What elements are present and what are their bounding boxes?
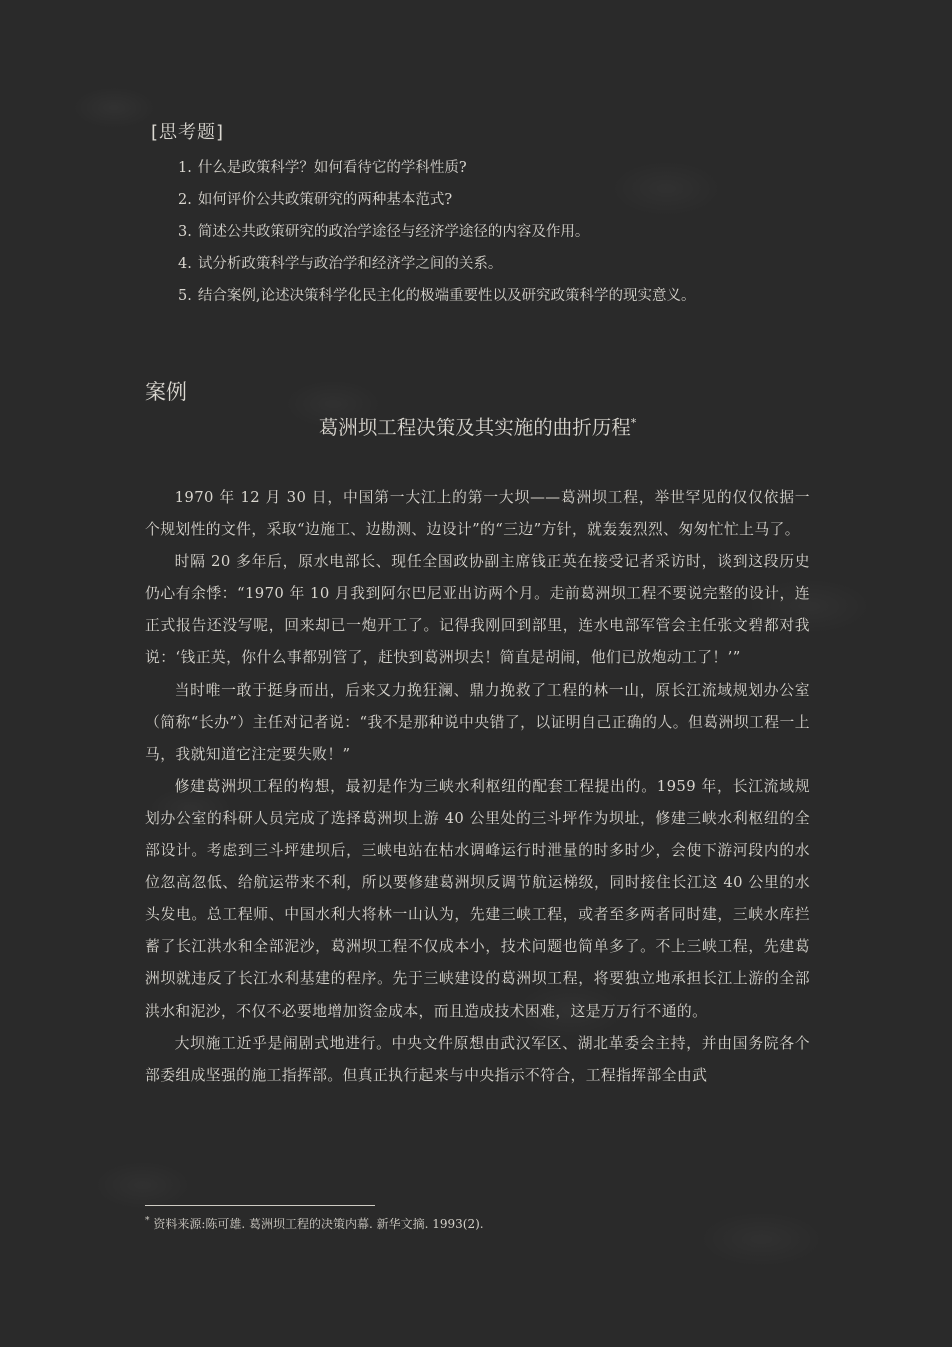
footnote-marker: * [630,416,637,430]
case-label: 案例 [145,380,187,404]
paragraph-4: 修建葛洲坝工程的构想，最初是作为三峡水利枢纽的配套工程提出的。1959 年，长江流域规划办公室的科研人员完成了选择葛洲坝上游 40 公里处的三斗坪作为坝址，修建三峡水利枢纽的全部设计。考虑到三斗坪建坝后，三峡电站在枯水调峰运行时泄量的时多时少，会使下游河段内的水位忽高忽低、给航运带来不利，所以要修建葛洲坝反调节航运梯级，同时接住长江这 40 公里的水头发电。总工程师、中国水利大将林一山认为，先建三峡工程，或者至多两者同时建，三峡水库拦蓄了长江洪水和全部泥沙，葛洲坝工程不仅成本小，技术问题也简单多了。不上三峡工程，先建葛洲坝就违反了长江水利基建的程序。先于三峡建设的葛洲坝工程，将要独立地承担长江上游的全部洪水和泥沙，不仅不必要地增加资金成本，而且造成技术困难，这是万万行不通的。 [145,777,810,1020]
footnote-text: 资料来源:陈可雄. 葛洲坝工程的决策内幕. 新华文摘. 1993(2). [153,1217,484,1231]
question-text: 简述公共政策研究的政治学途径与经济学途径的内容及作用。 [197,224,590,240]
paragraph-3: 当时唯一敢于挺身而出，后来又力挽狂澜、鼎力挽救了工程的林一山，原长江流域规划办公室（简称“长办”）主任对记者说：“我不是那种说中央错了，以证明自己正确的人。但葛洲坝工程一上马，我就知道它注定要失败！” [145,681,810,763]
paragraph-1: 1970 年 12 月 30 日，中国第一大江上的第一大坝——葛洲坝工程，举世罕见的仅仅依据一个规划性的文件，采取“边施工、边勘测、边设计”的“三边”方针，就轰轰烈烈、匆匆忙忙上马了。 [145,489,810,539]
questions-heading: [思考题] [151,122,225,143]
question-number: 5. [178,288,192,304]
question-text: 什么是政策科学？如何看待它的学科性质? [197,160,467,176]
question-item-5 [145,280,810,312]
footnote-divider [145,1205,375,1206]
page-content [145,118,810,1092]
question-item-3 [145,216,810,248]
question-item-1 [145,152,810,184]
case-title-text: 葛洲坝工程决策及其实施的曲折历程 [318,416,631,439]
case-title [145,412,810,440]
question-text: 如何评价公共政策研究的两种基本范式? [197,192,453,208]
question-text: 结合案例,论述决策科学化民主化的极端重要性以及研究政策科学的现实意义。 [197,288,696,304]
question-text: 试分析政策科学与政治学和经济学之间的关系。 [197,256,503,272]
paragraph-5: 大坝施工近乎是闹剧式地进行。中央文件原想由武汉军区、湖北革委会主持，并由国务院各个部委组成坚强的施工指挥部。但真正执行起来与中央指示不符合，工程指挥部全由武 [145,1034,810,1084]
question-number: 1. [178,160,192,176]
case-body [145,482,810,1092]
footnote-mark: * [145,1216,150,1226]
question-item-2 [145,184,810,216]
question-number: 2. [178,192,192,208]
footnote [145,1215,484,1232]
question-item-4 [145,248,810,280]
question-number: 4. [178,256,192,272]
paragraph-2: 时隔 20 多年后，原水电部长、现任全国政协副主席钱正英在接受记者采访时，谈到这段历史仍心有余悸：“1970 年 10 月我到阿尔巴尼亚出访两个月。走前葛洲坝工程不要说完整的设计，连正式报告还没写呢，回来却已一炮开工了。记得我刚回到部里，连水电部军管会主任张文碧都对我说：‘钱正英，你什么事都别管了，赶快到葛洲坝去！简直是胡闹，他们已放炮动工了！’” [145,553,810,667]
question-list [145,152,810,312]
question-number: 3. [178,224,192,240]
